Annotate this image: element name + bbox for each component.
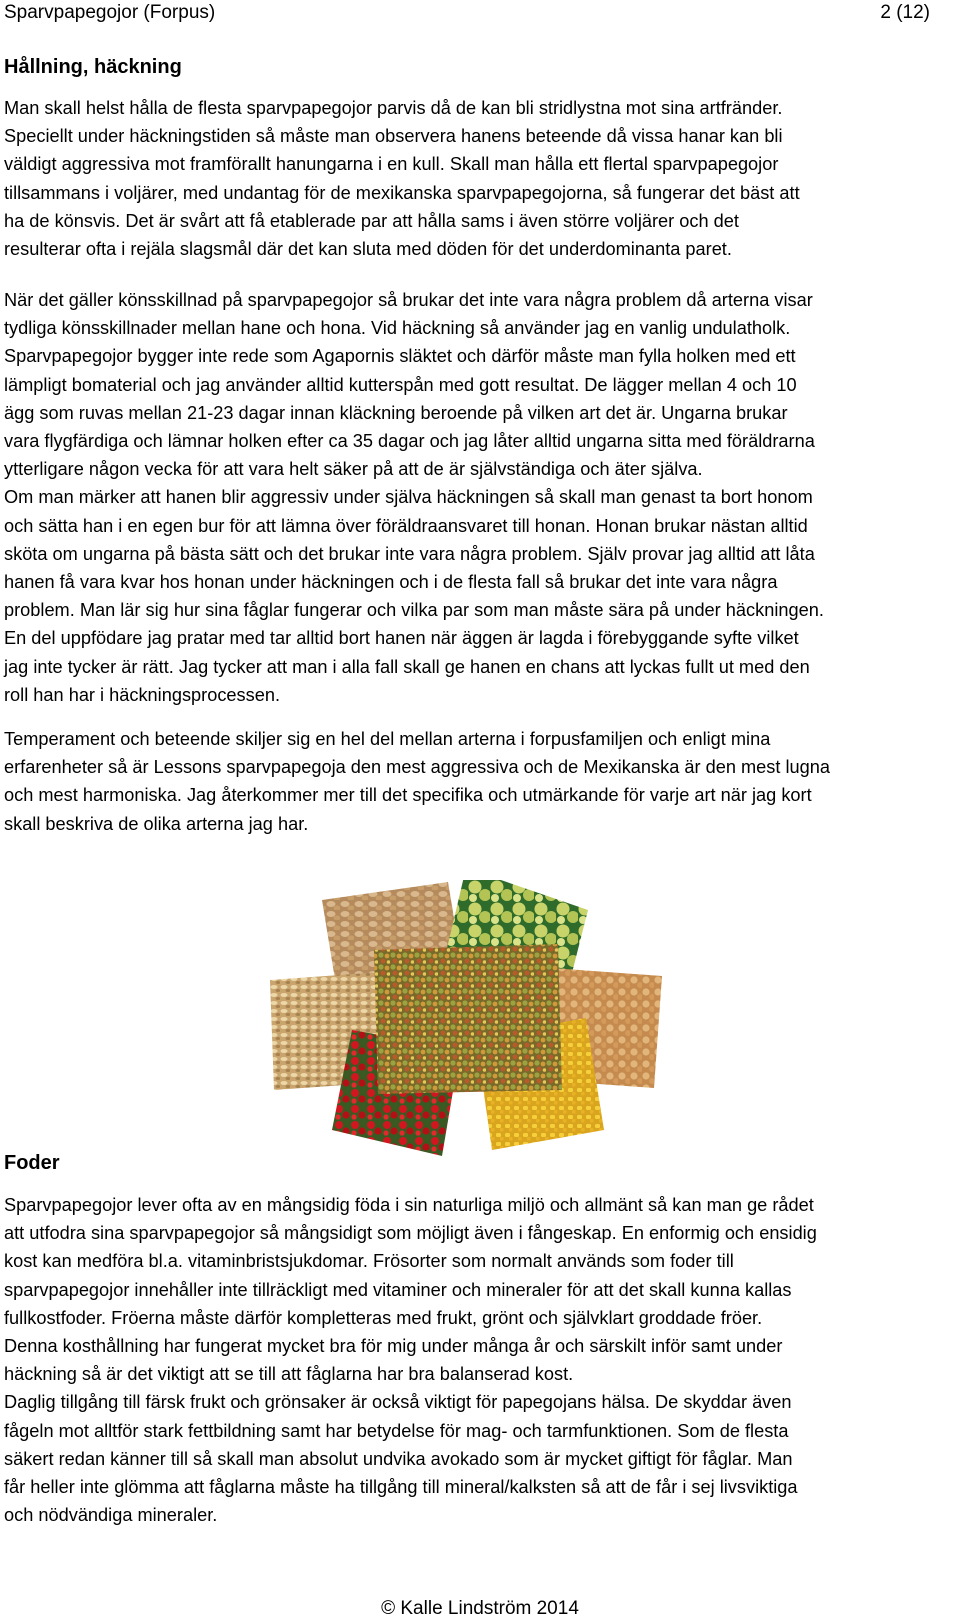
text-line: Daglig tillgång till färsk frukt och grönsaker är också viktigt för papegojans hälsa. De skyddar även xyxy=(4,1392,792,1413)
text-line: problem. Man lär sig hur sina fåglar fungerar och vilka par som man måste sära på under häckningen. xyxy=(4,600,824,621)
paragraph-4 xyxy=(4,1191,944,1529)
text-line: En del uppfödare jag pratar med tar alltid bort hanen när äggen är lagda i förebyggande syfte vilket xyxy=(4,628,799,649)
paragraph-3 xyxy=(4,725,944,838)
text-line: vara flygfärdiga och lämnar holken efter ca 35 dagar och jag låter alltid ungarna sitta med föräldrarna xyxy=(4,431,815,452)
text-line: och mest harmoniska. Jag återkommer mer till det specifika och utmärkande för varje art när jag kort xyxy=(4,785,812,806)
text-line: roll han har i häckningsprocessen. xyxy=(4,684,281,705)
text-line: och nödvändiga mineraler. xyxy=(4,1505,218,1526)
text-line: hanen få vara kvar hos honan under häckningen och i de flesta fall så brukar det inte vara några xyxy=(4,572,778,593)
text-line: skall beskriva de olika arterna jag har. xyxy=(4,813,309,834)
seed-mix-tile xyxy=(374,944,562,1094)
text-line: jag inte tycker är rätt. Jag tycker att man i alla fall skall ge hanen en chans att lyckas fullt ut med den xyxy=(4,656,810,677)
text-line: att utfodra sina sparvpapegojor så mångsidigt som möjligt även i fångeskap. En enformig och ensidig xyxy=(4,1223,817,1244)
text-line: Man skall helst hålla de flesta sparvpapegojor parvis då de kan bli stridlystna mot sina artfränder. xyxy=(4,98,783,118)
text-line: säkert redan känner till så skall man absolut undvika avokado som är mycket giftigt för fåglar. Man xyxy=(4,1448,793,1469)
text-line: Om man märker att hanen blir aggressiv under själva häckningen så skall man genast ta bort honom xyxy=(4,487,813,508)
text-line: väldigt aggressiva mot framförallt hanungarna i en kull. Skall man hålla ett flertal sparvpapegojor xyxy=(4,154,779,175)
text-line: Temperament och beteende skiljer sig en hel del mellan arterna i forpusfamiljen och enligt mina xyxy=(4,729,771,749)
text-line: När det gäller könsskillnad på sparvpapegojor så brukar det inte vara några problem då arterna visar xyxy=(4,290,813,310)
text-line: tillsammans i voljärer, med undantag för de mexikanska sparvpapegojorna, så fungerar det bäst att xyxy=(4,182,800,203)
text-line: och sätta han i en egen bur för att lämna över föräldraansvaret till honan. Honan brukar nästan alltid xyxy=(4,515,808,536)
paragraph-2 xyxy=(4,286,944,709)
text-line: sparvpapegojor innehåller inte tillräckligt med vitaminer och mineraler för att det skall kunna kallas xyxy=(4,1279,792,1300)
text-line: ytterligare någon vecka för att vara helt säker på att de är självständiga och äter själva. xyxy=(4,459,703,480)
heading-hallning-hackning: Hållning, häckning xyxy=(4,56,182,78)
text-line: erfarenheter så är Lessons sparvpapegoja den mest aggressiva och de Mexikanska är den mest lugna xyxy=(4,757,830,778)
document-title: Sparvpapegojor (Forpus) xyxy=(4,2,216,23)
page-header xyxy=(4,2,930,28)
text-line: häckning så är det viktigt att se till att fåglarna har bra balanserad kost. xyxy=(4,1364,574,1385)
heading-foder: Foder xyxy=(4,1152,60,1174)
text-line: kost kan medföra bl.a. vitaminbristsjukdomar. Frösorter som normalt används som foder till xyxy=(4,1251,734,1272)
page-footer xyxy=(0,1598,960,1620)
text-line: Sparvpapegojor lever ofta av en mångsidig föda i sin naturliga miljö och allmänt så kan man ge rådet xyxy=(4,1195,814,1215)
text-line: sköta om ungarna på bästa sätt och det brukar inte vara några problem. Själv provar jag alltid att låta xyxy=(4,543,815,564)
text-line: lämpligt bomaterial och jag använder alltid kutterspån med gott resultat. De lägger mellan 4 och 10 xyxy=(4,374,797,395)
text-line: fullkostfoder. Fröerna måste därför kompletteras med frukt, grönt och självklart groddade fröer. xyxy=(4,1307,763,1328)
text-line: ägg som ruvas mellan 21-23 dagar innan kläckning beroende på vilken art det är. Ungarna brukar xyxy=(4,402,788,423)
text-line: Sparvpapegojor bygger inte rede som Agapornis släktet och därför måste man fylla holken med ett xyxy=(4,346,796,367)
text-line: Denna kosthållning har fungerat mycket bra för mig under många år och särskilt inför samt under xyxy=(4,1336,783,1357)
text-line: får heller inte glömma att fåglarna måste ha tillgång till mineral/kalksten så att de får i sej livsviktiga xyxy=(4,1477,798,1498)
page-number: 2 (12) xyxy=(880,2,930,23)
text-line: resulterar ofta i rejäla slagsmål där det kan sluta med döden för det underdominanta paret. xyxy=(4,239,732,260)
copyright-text: © Kalle Lindström 2014 xyxy=(381,1598,579,1619)
text-line: tydliga könsskillnader mellan hane och hona. Vid häckning så använder jag en vanlig undulatholk. xyxy=(4,318,791,339)
text-line: ha de könsvis. Det är svårt att få etablerade par att hålla sams i även större voljärer och det xyxy=(4,210,739,231)
paragraph-1 xyxy=(4,94,944,263)
text-line: fågeln mot alltför stark fettbildning samt har betydelse för mag- och tarmfunktionen. Som de flesta xyxy=(4,1420,789,1441)
text-line: Speciellt under häckningstiden så måste man observera hanens beteende då vissa hanar kan bli xyxy=(4,126,783,147)
food-collage-image xyxy=(270,880,670,1160)
